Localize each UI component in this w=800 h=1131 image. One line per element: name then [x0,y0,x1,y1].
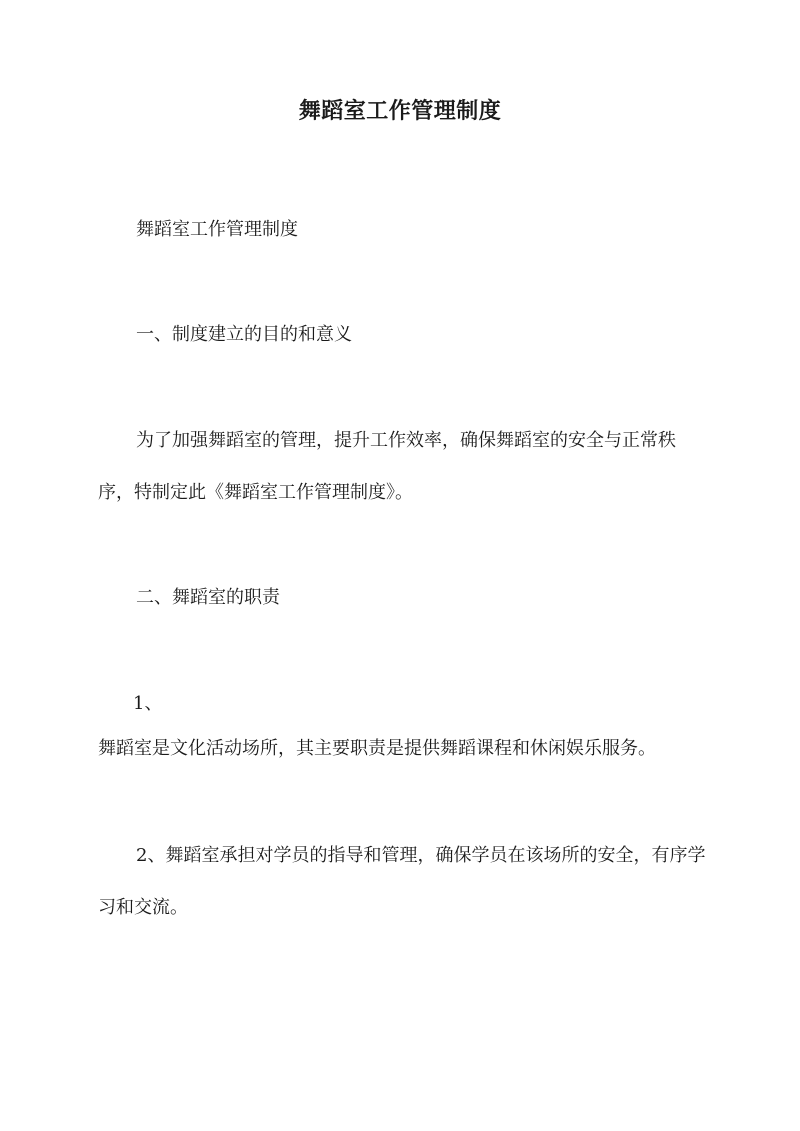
section-paragraph-purpose: 为了加强舞蹈室的管理，提升工作效率，确保舞蹈室的安全与正常秩序，特制定此《舞蹈室工作管理制度》。 [98,430,676,503]
list-item-number: 1、 [133,693,163,714]
list-item-text: 舞蹈室是文化活动场所，其主要职责是提供舞蹈课程和休闲娱乐服务。 [98,738,656,759]
section-heading-duties: 二、舞蹈室的职责 [136,587,280,608]
section-heading-purpose: 一、制度建立的目的和意义 [136,324,352,345]
document-title: 舞蹈室工作管理制度 [298,98,502,124]
list-item: 2、舞蹈室承担对学员的指导和管理，确保学员在该场所的安全，有序学习和交流。 [98,845,706,918]
document-subtitle: 舞蹈室工作管理制度 [136,219,298,240]
